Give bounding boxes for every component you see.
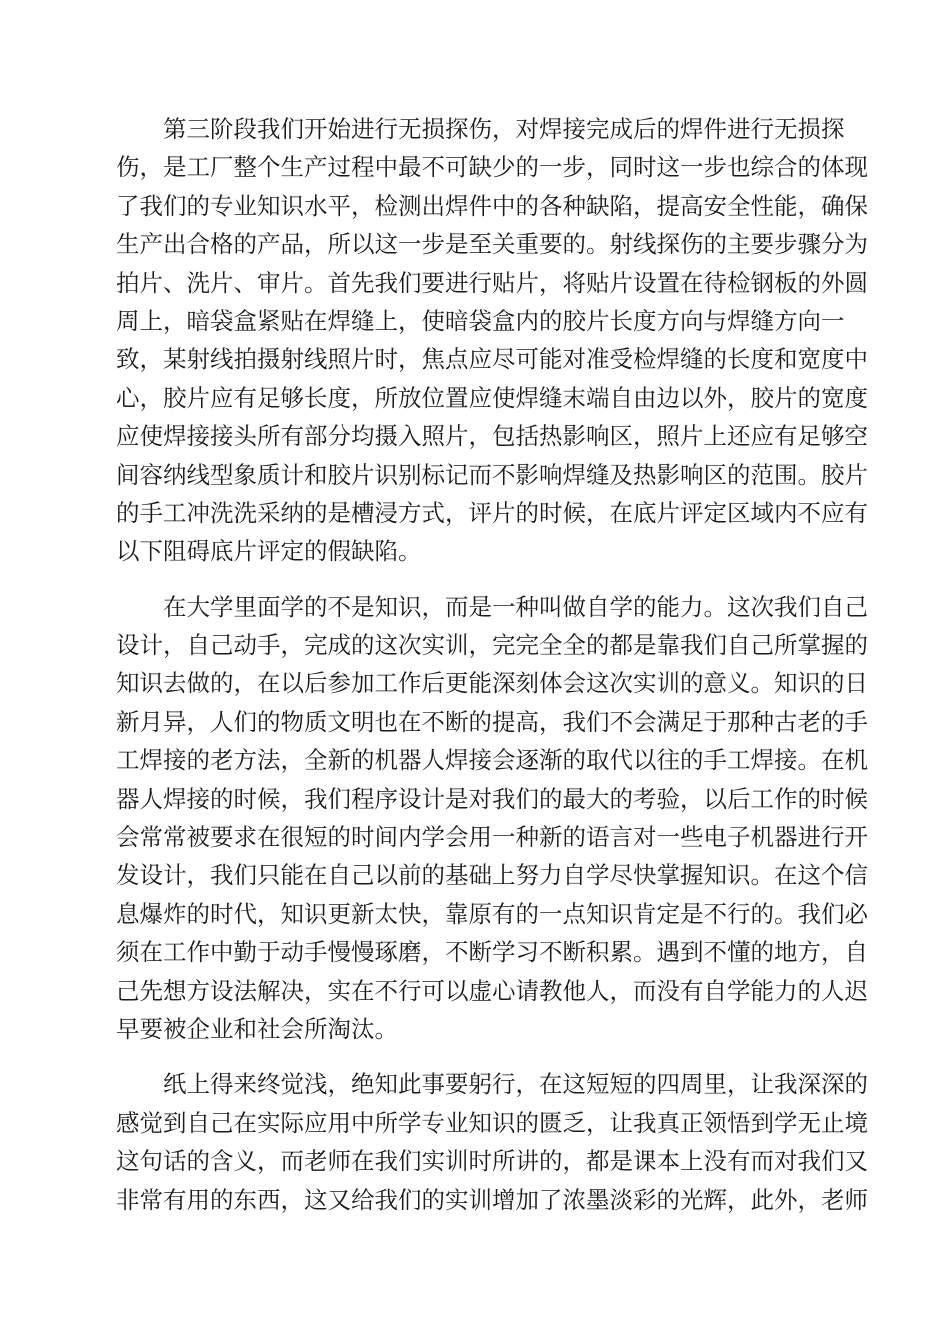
paragraph-practice (116, 1065, 868, 1219)
document-body (116, 110, 868, 1236)
text-line: 在大学里面学的不是知识，而是一种叫做自学的能力。这次我们自己 (163, 592, 868, 621)
text-line: 器人焊接的时候，我们程序设计是对我们的最大的考验，以后工作的时候 (116, 784, 868, 813)
paragraph-ndt-inspection (116, 110, 868, 571)
text-line: 的手工冲洗洗采纳的是槽浸方式，评片的时候，在底片评定区域内不应有 (116, 498, 868, 527)
text-line: 息爆炸的时代，知识更新太快，靠原有的一点知识肯定是不行的。我们必 (116, 899, 868, 928)
text-line: 第三阶段我们开始进行无损探伤，对焊接完成后的焊件进行无损探 (163, 115, 845, 143)
text-line: 致，某射线拍摄射线照片时，焦点应尽可能对准受检焊缝的长度和宽度中 (116, 345, 868, 374)
paragraph-self-learning (116, 588, 868, 1049)
text-line: 了我们的专业知识水平，检测出焊件中的各种缺陷，提高安全性能，确保 (116, 191, 868, 220)
text-line: 拍片、洗片、审片。首先我们要进行贴片，将贴片设置在待检钢板的外圆 (116, 268, 868, 297)
text-line: 间容纳线型象质计和胶片识别标记而不影响焊缝及热影响区的范围。胶片 (116, 460, 868, 489)
text-line: 己先想方设法解决，实在不行可以虚心请教他人，而没有自学能力的人迟 (116, 976, 868, 1005)
text-line: 心，胶片应有足够长度，所放位置应使焊缝末端自由边以外，胶片的宽度 (116, 383, 868, 412)
text-line: 这句话的含义，而老师在我们实训时所讲的，都是课本上没有而对我们又 (116, 1147, 868, 1176)
text-line: 新月异，人们的物质文明也在不断的提高，我们不会满足于那种古老的手 (116, 707, 868, 736)
text-line: 应使焊接接头所有部分均摄入照片，包括热影响区，照片上还应有足够空 (116, 422, 868, 451)
text-line: 以下阻碍底片评定的假缺陷。 (116, 537, 422, 566)
text-line: 周上，暗袋盒紧贴在焊缝上，使暗袋盒内的胶片长度方向与焊缝方向一 (116, 306, 845, 335)
text-line: 感觉到自己在实际应用中所学专业知识的匮乏，让我真正领悟到学无止境 (116, 1108, 868, 1137)
text-line: 发设计，我们只能在自己以前的基础上努力自学尽快掌握知识。在这个信 (116, 861, 868, 890)
text-line: 纸上得来终觉浅，绝知此事要躬行，在这短短的四周里，让我深深的 (163, 1070, 868, 1099)
text-line: 会常常被要求在很短的时间内学会用一种新的语言对一些电子机器进行开 (116, 823, 868, 852)
text-line: 设计，自己动手，完成的这次实训，完完全全的都是靠我们自己所掌握的 (116, 631, 868, 660)
text-line: 非常有用的东西，这又给我们的实训增加了浓墨淡彩的光辉，此外，老师 (116, 1185, 868, 1214)
text-line: 伤，是工厂整个生产过程中最不可缺少的一步，同时这一步也综合的体现 (116, 153, 868, 182)
text-line: 须在工作中勤于动手慢慢琢磨，不断学习不断积累。遇到不懂的地方，自 (116, 938, 868, 967)
text-line: 知识去做的，在以后参加工作后更能深刻体会这次实训的意义。知识的日 (116, 669, 868, 698)
text-line: 早要被企业和社会所淘汰。 (116, 1014, 398, 1043)
text-line: 生产出合格的产品，所以这一步是至关重要的。射线探伤的主要步骤分为 (116, 230, 868, 259)
text-line: 工焊接的老方法，全新的机器人焊接会逐渐的取代以往的手工焊接。在机 (116, 746, 868, 775)
